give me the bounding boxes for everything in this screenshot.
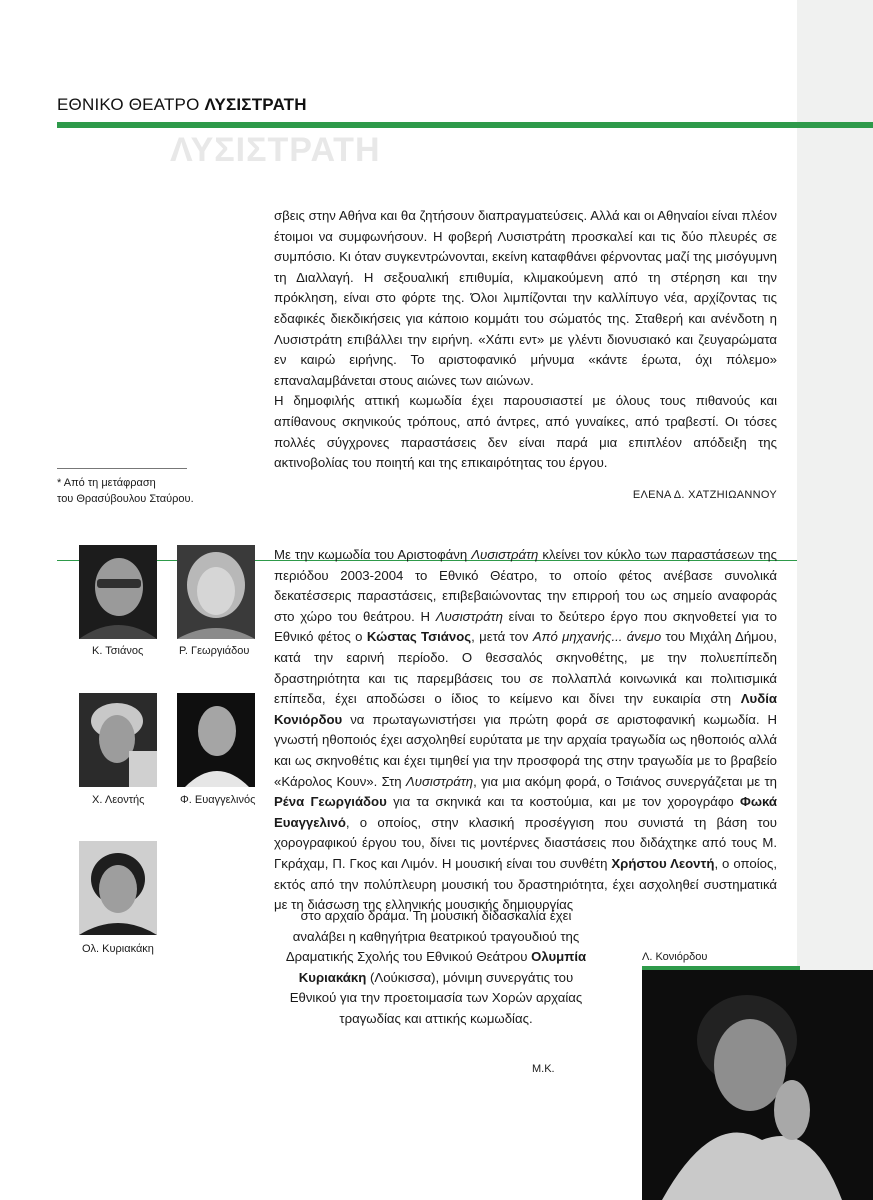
header-theatre-name: ΕΘΝΙΚΟ ΘΕΑΤΡΟ	[57, 95, 200, 114]
mid-text-segment: , μετά τον	[471, 629, 533, 645]
article-body-lower	[274, 906, 598, 1030]
article-paragraph-1	[274, 206, 777, 474]
mid-text-segment: , ο οποίος, στην κλασική προσέγγιση που συνιστά τη βάση του χορογραφικού έργου του, δίνει τις μοντέρνες διαστάσεις που διδάχτηκε από τους Μ. Γκράχαμ, Π. Γκος και Λιμόν. Η μουσική είναι του συνθέτη	[274, 814, 777, 871]
mid-text-segment: να πρωταγωνιστήσει για πρώτη φορά σε αριστοφανική κωμωδία. Η γνωστή ηθοποιός έχει ασχοληθεί ευρύτατα με την αρχαία τραγωδία ως ηθοποιός αλλά και ως σκηνοθέτις και έχει τιμηθεί για την προσφορά της στην τραγωδία με το βραβείο «Κάρολος Κουν». Στη	[274, 711, 777, 789]
mid-text-segment: για τα σκηνικά και τα κοστούμια, και με τον χορογράφο	[386, 794, 740, 810]
portrait-photo-georgiadou	[177, 545, 255, 639]
mid-text-segment: του Μιχάλη Δήμου, κατά την εαρινή περίοδο. Ο θεσσαλός σκηνοθέτης, με την πολυεπίπεδη δραστηριότητα και τις παρεμβάσεις του σε πολλαπλά κοινωνικά και πολιτισμικά επίπεδα, έχει αποδώσει ο ίδιος το κείμενο και δίνει την ευκαιρία στη	[274, 629, 777, 707]
low-text-segment: (Λούκισσα), μόνιμη συνεργάτις του Εθνικού για την προετοιμασία των Χορών αρχαίας τραγωδίας και αττικής κωμωδίας.	[289, 969, 583, 1026]
mid-bold-name: Κώστας Τσιάνος	[366, 629, 472, 645]
mid-italic-play-title: Λυσιστράτη	[435, 608, 503, 624]
caption-koniordou: Λ. Κονιόρδου	[642, 951, 708, 963]
featured-photo-koniordou	[642, 970, 873, 1200]
mid-bold-name: Χρήστου Λεοντή	[611, 855, 715, 871]
footnote	[57, 475, 227, 507]
article-body-middle	[274, 545, 777, 916]
running-header	[57, 95, 307, 115]
paragraph-2-text: Η δημοφιλής αττική κωμωδία έχει παρουσιαστεί με όλους τους πιθανούς και απίθανους σκηνικούς τρόπους, από άντρες, από γυναίκες, από τραβεστί. Οι τόσες πολλές σύγχρονες παραστάσεις δεν είναι παρά μια επιπλέον απόδειξη της ακτινοβολίας του ποιητή και της επικαιρότητας του έργου.	[274, 393, 777, 471]
ghost-title-watermark: ΛΥΣΙΣΤΡΑΤΗ	[170, 131, 381, 169]
portrait-photo-tsianos	[79, 545, 157, 639]
low-bold-name: Ολυμπία Κυριακάκη	[298, 949, 587, 985]
footnote-line-2: του Θρασύβουλου Σταύρου.	[57, 493, 194, 505]
author-signature: ΕΛΕΝΑ Δ. ΧΑΤΖΗΙΩΑΝΝΟΥ	[632, 489, 777, 501]
mid-italic-play-title: Λυσιστράτη	[471, 547, 539, 562]
footnote-line-1: * Από τη μετάφραση	[57, 477, 156, 489]
mid-text-segment: Με την κωμωδία του Αριστοφάνη	[274, 547, 472, 562]
portrait-georgiadou-image	[177, 545, 255, 639]
caption-evangelinos: Φ. Ευαγγελινός	[180, 794, 256, 806]
caption-leontis: Χ. Λεοντής	[92, 794, 145, 806]
mid-bold-name: Λυδία Κονιόρδου	[274, 691, 777, 727]
mid-bold-name: Ρένα Γεωργιάδου	[274, 794, 387, 810]
portrait-tsianos-image	[79, 545, 157, 639]
caption-kyriakaki: Ολ. Κυριακάκη	[82, 943, 154, 955]
mid-bold-name: Φωκά Ευαγγελινό	[274, 794, 777, 830]
mid-italic-play-title: Λυσιστράτη	[405, 773, 474, 789]
mid-italic-play-title: Από μηχανής... άνεμο	[532, 629, 662, 645]
portrait-leontis-image	[79, 693, 157, 787]
caption-tsianos: Κ. Τσιάνος	[92, 645, 144, 657]
portrait-photo-leontis	[79, 693, 157, 787]
footnote-rule	[57, 468, 187, 469]
mid-text-segment: , για μια ακόμη φορά, ο Τσιάνος συνεργάζεται με τη	[473, 773, 777, 789]
featured-koniordou-image	[642, 970, 873, 1200]
portrait-evangelinos-image	[177, 693, 255, 787]
header-green-rule	[57, 122, 873, 128]
portrait-kyriakaki-image	[79, 841, 157, 935]
caption-georgiadou: Ρ. Γεωργιάδου	[179, 645, 250, 657]
portrait-photo-kyriakaki	[79, 841, 157, 935]
mid-text-segment: είναι το δεύτερο έργο που σκηνοθετεί για το Εθνικό φέτος ο	[274, 608, 777, 645]
portrait-photo-evangelinos	[177, 693, 255, 787]
paragraph-1-text: σβεις στην Αθήνα και θα ζητήσουν διαπραγματεύσεις. Αλλά και οι Αθηναίοι είναι πλέον έτοιμοι να συμφωνήσουν. Η φοβερή Λυσιστράτη προσκαλεί και τις δύο πλευρές σε συμπόσιο. Κι όταν συγκεντρώνονται, εκείνη καταφθάνει φέρνοντας μαζί της μισόγυμνη τη Διαλλαγή. Η σεξουαλική επιθυμία, κλιμακούμενη από τη στέρηση και την πρόκληση, είναι στο φόρτε της. Όλοι λιμπίζονται την καλλίπυγο νέα, αρχίζοντας τις εδαφικές διεκδικήσεις για κάποιο κομμάτι του σώματός της. Σταθερή και ανένδοτη η Λυσιστράτη επιβάλλει την ειρήνη. «Χάπι εντ» με γλέντι διονυσιακό και ζευγαρώματα εν καιρώ ειρήνης. Το αριστοφανικό μήνυμα «κάντε έρωτα, όχι πόλεμο» επαναλαμβάνεται στους αιώνες των αιώνων.	[274, 208, 777, 388]
header-play-title: ΛΥΣΙΣΤΡΑΤΗ	[204, 95, 307, 114]
low-text-segment: στο αρχαίο δράμα. Τη μουσική διδασκαλία έχει αναλάβει η καθηγήτρια θεατρικού τραγουδιού της Δραματικής Σχολής του Εθνικού Θεάτρου	[285, 908, 580, 965]
author-initials: Μ.Κ.	[532, 1063, 555, 1075]
mid-text-segment: , ο οποίος, εκτός από την πολύπλευρη μουσική του δραστηριότητα, έχει ασχοληθεί συστηματικά με τη διάσωση της ελληνικής μουσικής δημιουργίας	[274, 855, 777, 913]
mid-text-segment: κλείνει τον κύκλο των παραστάσεων της περιόδου 2003-2004 το Εθνικό Θέατρο, το οποίο φέτος ανέβασε συνολικά δεκατέσσερις παραστάσεις, επιβεβαιώνοντας την επιρροή του ως σημείο αναφοράς στο χώρο του θεάτρου. Η	[274, 547, 777, 624]
